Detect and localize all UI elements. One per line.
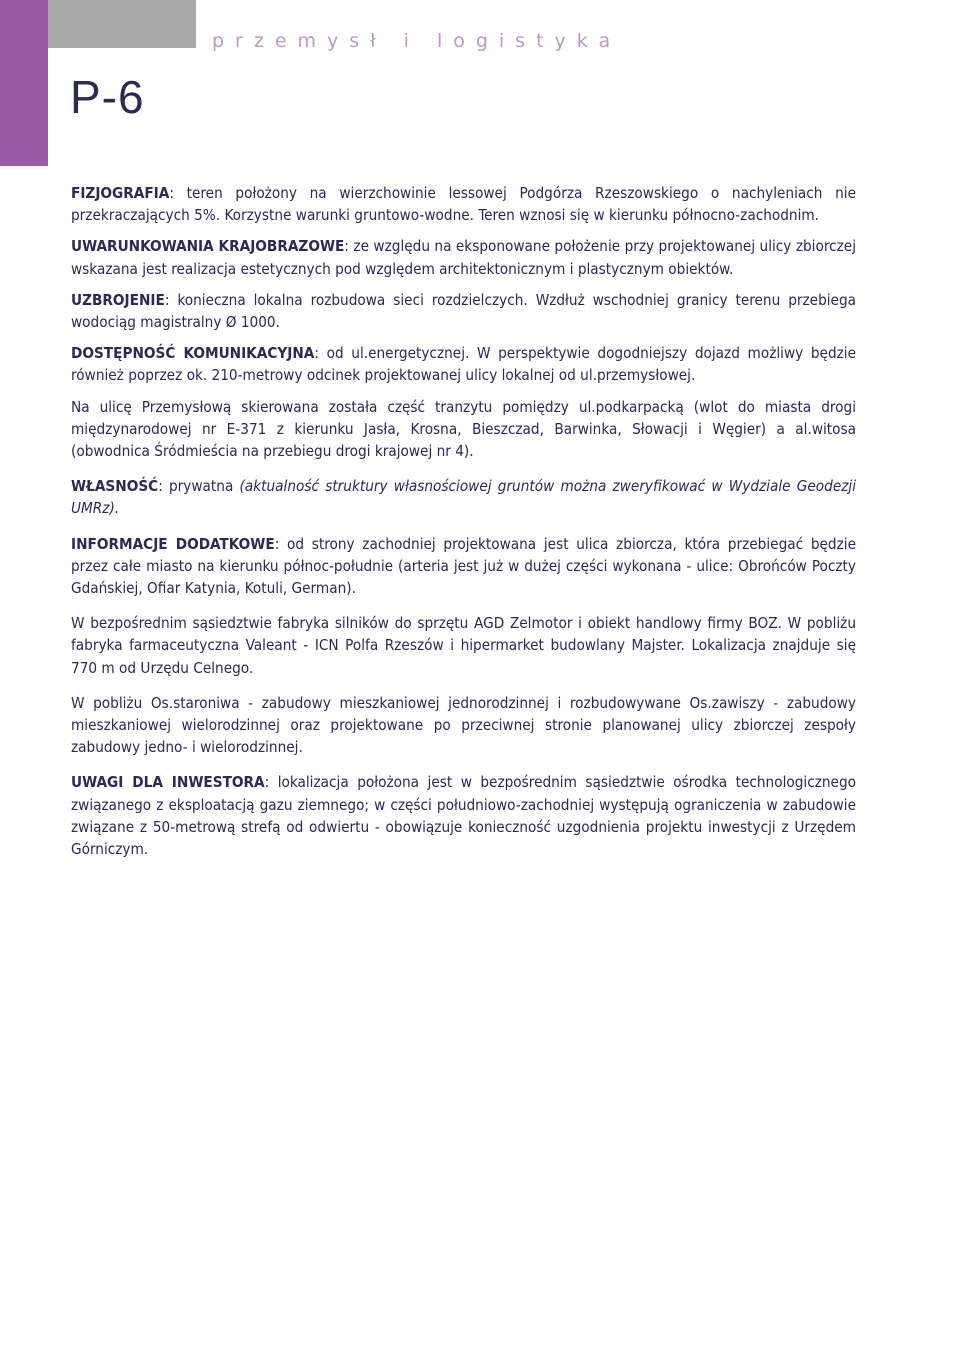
paragraph-uwagi: [71, 771, 856, 860]
grey-accent-bar: [48, 0, 196, 48]
text-uwarunkowania: : ze względu na eksponowane położenie przy projektowanej ulicy zbiorczej wskazana jest realizacja estetycznych pod względem architektonicznym i plastycznym obiektów.: [71, 237, 856, 278]
paragraph-dostepnosc: [71, 342, 856, 386]
label-uzbrojenie: UZBROJENIE: [71, 290, 165, 309]
label-uwarunkowania: UWARUNKOWANIA KRAJOBRAZOWE: [71, 237, 345, 256]
paragraph-fizjografia: [71, 182, 856, 226]
paragraph-uwarunkowania: [71, 235, 856, 279]
paragraph-sasiedztwo: W bezpośrednim sąsiedztwie fabryka silników do sprzętu AGD Zelmotor i obiekt handlowy firmy BOZ. W pobliżu fabryka farmaceutyczna Valeant - ICN Polfa Rzeszów i hipermarket budowlany Majster. Lokalizacja znajduje się 770 m od Urzędu Celnego.: [71, 614, 856, 677]
paragraph-tranzyt: Na ulicę Przemysłową skierowana została część tranzytu pomiędzy ul.podkarpacką (wlot do miasta drogi międzynarodowej nr E-371 z kierunku Jasła, Krosna, Bieszczad, Barwinka, Słowacji i Węgier) a al.witosa (obwodnica Śródmieścia na przebiegu drogi krajowej nr 4).: [71, 397, 856, 461]
text-informacje: : od strony zachodniej projektowana jest ulica zbiorcza, która przebiegać będzie przez całe miasto na kierunku północ-południe (arteria jest już w dużej części wykonana - ulice: Obrońców Poczty Gdańskiej, Ofiar Katynia, Kotuli, German).: [71, 534, 856, 598]
text-uwagi: : lokalizacja położona jest w bezpośrednim sąsiedztwie ośrodka technologicznego związanego z eksploatacją gazu ziemnego; w części południowo-zachodniej występują ograniczenia w zabudowie związane z 50-metrową strefą od odwiertu - obowiązuje konieczność uzgodnienia projektu inwestycji z Urzędem Górniczym.: [71, 773, 856, 859]
label-fizjografia: FIZJOGRAFIA: [71, 184, 170, 202]
label-informacje: INFORMACJE DODATKOWE: [71, 534, 275, 553]
text-uzbrojenie: : konieczna lokalna rozbudowa sieci rozdzielczych. Wzdłuż wschodniej granicy terenu przebiega wodociąg magistralny Ø 1000.: [71, 290, 856, 332]
text-fizjografia: : teren położony na wierzchowinie lessowej Podgórza Rzeszowskiego o nachyleniach nie przekraczających 5%. Korzystne warunki gruntowo-wodne. Teren wznosi się w kierunku północno-zachodnim.: [71, 184, 856, 225]
document-body: [71, 182, 856, 869]
paragraph-poblize: W pobliżu Os.staroniwa - zabudowy mieszkaniowej jednorodzinnej i rozbudowywane Os.zawiszy - zabudowy mieszkaniowej wielorodzinnej oraz projektowane po przeciwnej stronie planowanej ulicy zbiorczej zespoły zabudowy jedno- i wielorodzinnej.: [71, 693, 856, 757]
label-uwagi: UWAGI DLA INWESTORA: [71, 773, 265, 792]
purple-accent-bar: [0, 0, 48, 166]
section-header: przemysł i logistyka: [212, 30, 622, 52]
text-dostepnosc: : od ul.energetycznej. W perspektywie dogodniejszy dojazd możliwy będzie również poprzez ok. 210-metrowy odcinek projektowanej ulicy lokalnej od ul.przemysłowej.: [71, 344, 856, 385]
paragraph-wlasnosc: [71, 475, 856, 519]
label-wlasnosc: WŁASNOŚĆ: [71, 477, 159, 496]
text-wlasnosc-italic: (aktualność struktury własnościowej gruntów można zweryfikować w Wydziale Geodezji UMRz).: [71, 477, 856, 518]
paragraph-uzbrojenie: [71, 289, 856, 333]
page-code: P-6: [70, 71, 145, 123]
label-dostepnosc: DOSTĘPNOŚĆ KOMUNIKACYJNA: [71, 344, 315, 363]
text-wlasnosc: : prywatna: [158, 477, 240, 496]
paragraph-informacje: [71, 533, 856, 600]
